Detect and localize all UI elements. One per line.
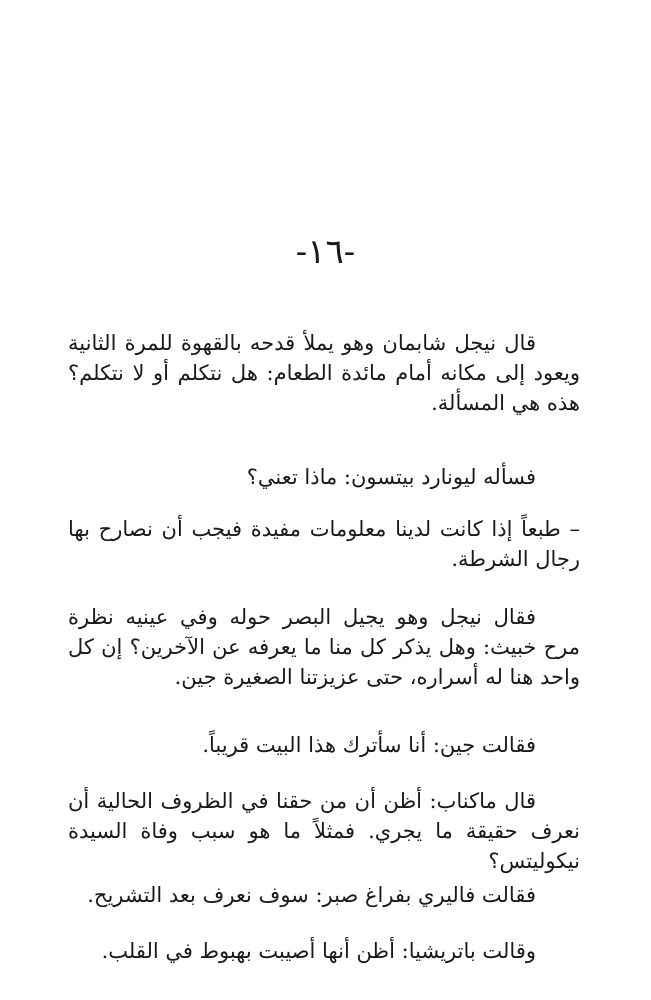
paragraph-6: قال ماكناب: أظن أن من حقنا في الظروف الحالية أن نعرف حقيقة ما يجري. فمثلاً ما هو سبب وفاة السيدة نيكوليتس؟ [68,789,580,873]
paragraph-8: وقالت باتريشيا: أظن أنها أصيبت بهبوط في القلب. [101,939,536,963]
paragraph-5: فقالت جين: أنا سأترك هذا البيت قريباً. [202,733,536,757]
chapter-number: -١٦- [295,232,356,272]
paragraph-4: فقال نيجل وهو يجيل البصر حوله وفي عينيه نظرة مرح خبيث: وهل يذكر كل منا ما يعرفه عن الآخرين؟ إن كل واحد هنا له أسراره، حتى عزيزتنا الصغيرة جين. [68,605,580,689]
paragraph-2: فسأله ليونارد بيتسون: ماذا تعني؟ [246,465,536,489]
paragraph-1: قال نيجل شابمان وهو يملأ قدحه بالقهوة للمرة الثانية ويعود إلى مكانه أمام مائدة الطعام: هل نتكلم أو لا نتكلم؟ هذه هي المسألة. [68,331,580,415]
paragraph-7: فقالت فاليري بفراغ صبر: سوف نعرف بعد التشريح. [87,883,536,907]
paragraph-3: – طبعاً إذا كانت لدينا معلومات مفيدة فيجب أن نصارح بها رجال الشرطة. [68,517,580,571]
